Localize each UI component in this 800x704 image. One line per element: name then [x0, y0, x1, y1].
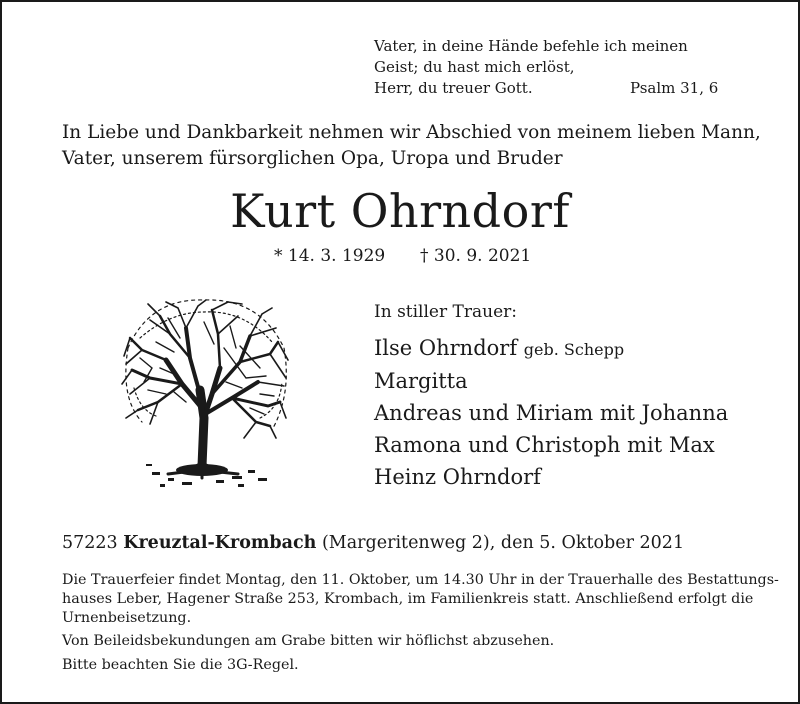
intro-line-1: In Liebe und Dankbarkeit nehmen wir Abschied von meinem lieben Mann,	[62, 122, 761, 143]
verse-line-3: Herr, du treuer Gott.	[374, 79, 533, 97]
info-line-5: Bitte beachten Sie die 3G-Regel.	[62, 657, 299, 673]
info-line-4: Von Beileidsbekundungen am Grabe bitten wir höflichst abzusehen.	[62, 633, 555, 649]
verse-reference: Psalm 31, 6	[630, 79, 719, 97]
death-date: † 30. 9. 2021	[420, 246, 532, 266]
mourner-maiden-name: geb. Schepp	[523, 340, 625, 359]
address-date: (Margeritenweg 2), den 5. Oktober 2021	[321, 533, 685, 553]
mourner-item: Heinz Ohrndorf	[374, 465, 541, 489]
verse-line-2: Geist; du hast mich erlöst,	[374, 58, 575, 76]
deceased-name: Kurt Ohrndorf	[230, 184, 570, 238]
verse-line-1: Vater, in deine Hände befehle ich meinen	[374, 37, 688, 55]
birth-date: * 14. 3. 1929	[274, 246, 386, 266]
mourner-item	[374, 333, 624, 365]
intro-line-2: Vater, unserem fürsorglichen Opa, Uropa und Bruder	[62, 148, 563, 169]
mourner-item: Ramona und Christoph mit Max	[374, 433, 715, 457]
info-line-3: Urnenbeisetzung.	[62, 610, 192, 626]
mourner-item: Andreas und Miriam mit Johanna	[374, 401, 729, 425]
info-line-2: hauses Leber, Hagener Straße 253, Krombach, im Familienkreis statt. Anschließend erfolgt die	[62, 591, 754, 607]
place-date-line	[62, 533, 684, 553]
mourners-label: In stiller Trauer:	[374, 302, 517, 322]
tree-icon	[120, 298, 290, 490]
town: Kreuztal-Krombach	[123, 533, 317, 553]
postal-code: 57223	[62, 533, 118, 553]
info-line-1: Die Trauerfeier findet Montag, den 11. Oktober, um 14.30 Uhr in der Trauerhalle des Bestattungs-	[62, 572, 779, 588]
mourner-item: Margitta	[374, 369, 468, 393]
mourner-name: Ilse Ohrndorf	[374, 336, 518, 360]
